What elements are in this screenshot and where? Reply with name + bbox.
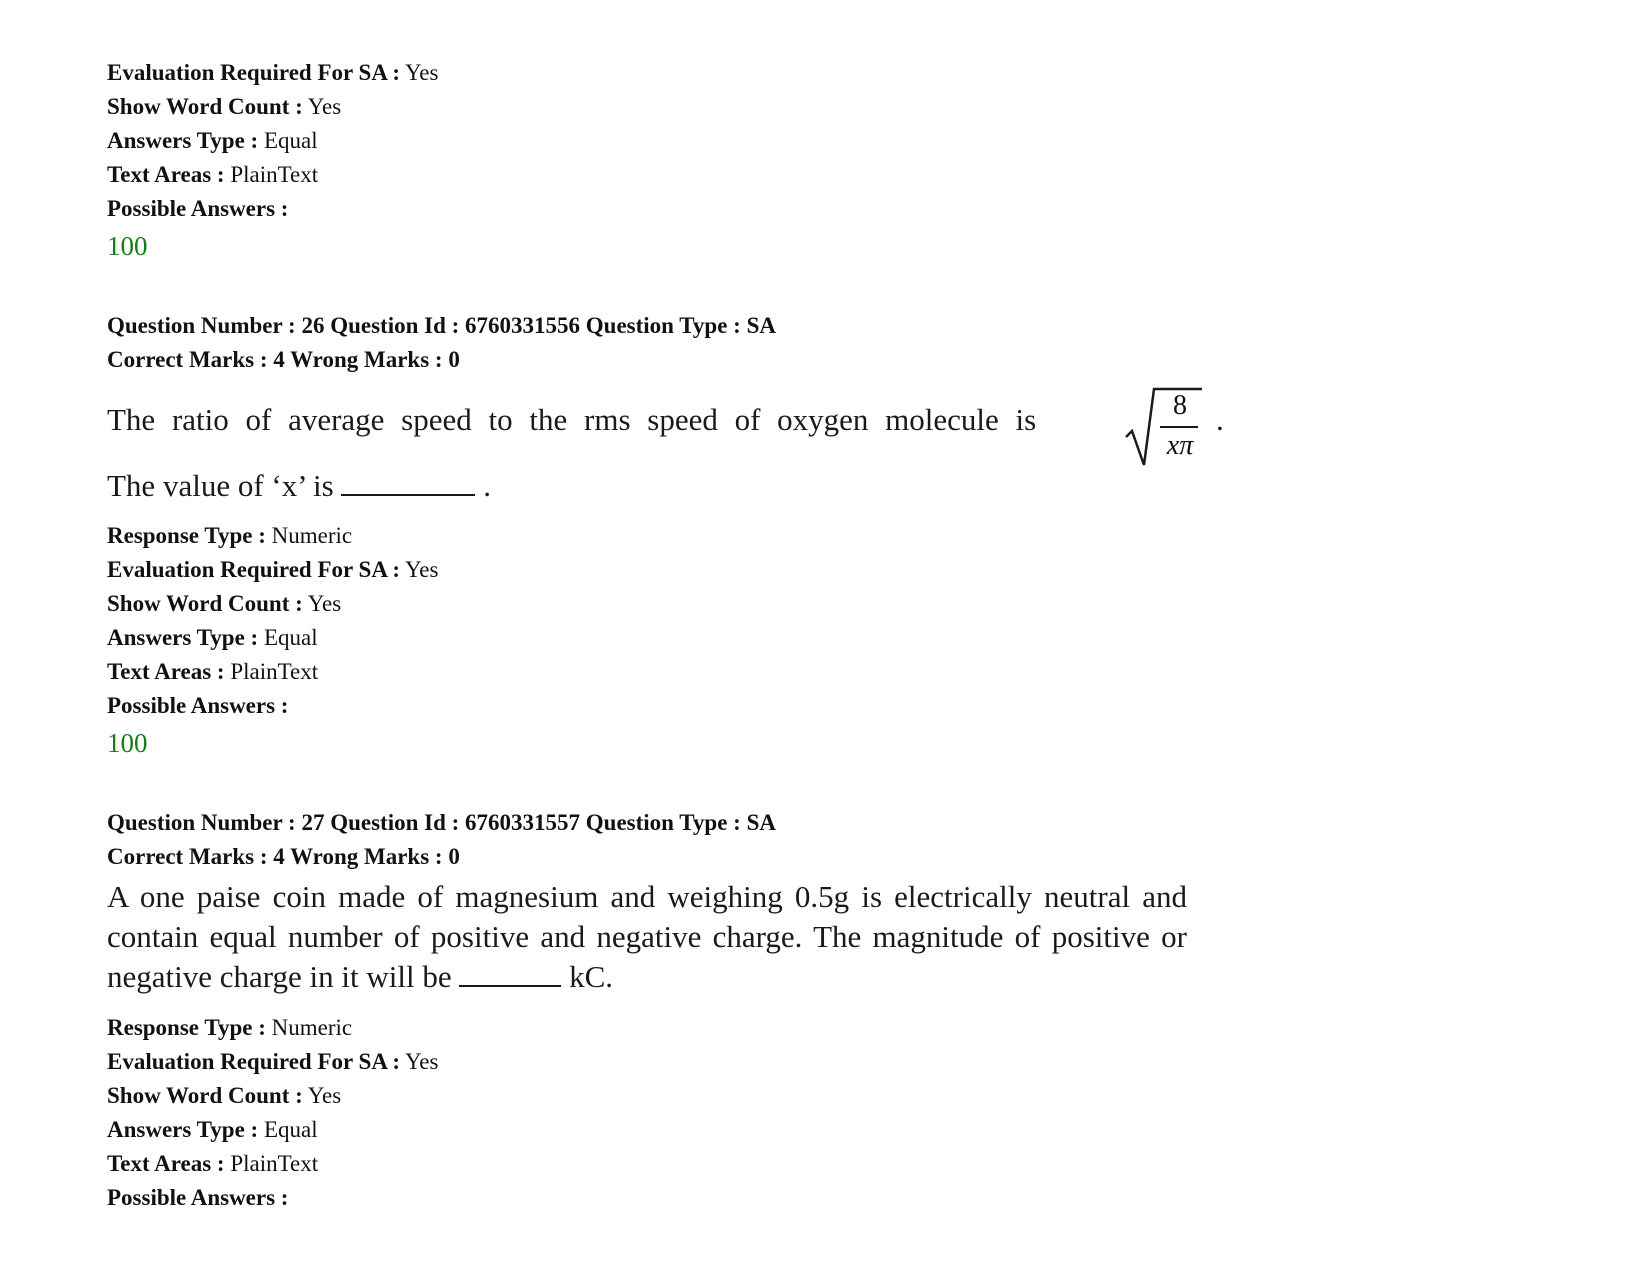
q26-question-line2 [107, 466, 491, 506]
field-label: Answers Type : [107, 128, 259, 153]
q26-header-text: Question Number : 26 Question Id : 6760331556 Question Type : SA [107, 313, 776, 338]
q26-line2-dot: . [483, 468, 491, 503]
field-value: Equal [263, 625, 318, 650]
field-value: Numeric [271, 1015, 353, 1040]
q27-marks [107, 842, 460, 872]
field-value: Yes [307, 591, 342, 616]
sqrt-denominator: xπ [1166, 430, 1194, 461]
q26-question-line1: The ratio of average speed to the rms speed of oxygen molecule is [107, 402, 1037, 437]
q27-possible-answers [107, 1183, 288, 1213]
field-label: Evaluation Required For SA : [107, 1049, 401, 1074]
q26-marks-text: Correct Marks : 4 Wrong Marks : 0 [107, 347, 460, 372]
q26-possible-answers [107, 691, 288, 721]
q26-eval-required [107, 555, 438, 585]
field-label: Possible Answers : [107, 196, 289, 221]
field-label: Show Word Count : [107, 1083, 303, 1108]
sqrt-fraction [1124, 385, 1204, 471]
field-label: Text Areas : [107, 1151, 225, 1176]
field-value: Yes [405, 60, 439, 85]
field-value: Yes [405, 1049, 439, 1074]
q27-answers-type [107, 1115, 318, 1145]
sqrt-numerator: 8 [1173, 390, 1187, 421]
q27-question-text [107, 877, 1187, 997]
field-label: Text Areas : [107, 162, 225, 187]
field-label: Response Type : [107, 1015, 266, 1040]
q27-header-text: Question Number : 27 Question Id : 6760331557 Question Type : SA [107, 810, 776, 835]
field-value: Yes [307, 1083, 342, 1108]
field-value: PlainText [230, 1151, 319, 1176]
prev-text-areas [107, 160, 318, 190]
q26-response-type [107, 521, 352, 551]
q26-end-dot: . [1216, 402, 1224, 437]
field-label: Show Word Count : [107, 94, 303, 119]
field-label: Answers Type : [107, 1117, 259, 1142]
field-label: Possible Answers : [107, 1185, 289, 1210]
field-value: Equal [263, 1117, 318, 1142]
q27-unit: kC. [569, 959, 614, 994]
q26-header [107, 311, 776, 341]
prev-possible-answers [107, 194, 288, 224]
prev-answers-type [107, 126, 318, 156]
field-label: Evaluation Required For SA : [107, 60, 401, 85]
q27-response-type [107, 1013, 352, 1043]
q27-text: A one paise coin made of magnesium and weighing 0.5g is electrically neutral and contain equal number of positive and negative charge. The magnitude of positive or negative charge in it will be [107, 879, 1187, 994]
field-value: PlainText [230, 659, 319, 684]
answer-blank [459, 959, 561, 987]
field-label: Answers Type : [107, 625, 259, 650]
field-value: PlainText [230, 162, 319, 187]
q27-marks-text: Correct Marks : 4 Wrong Marks : 0 [107, 844, 460, 869]
q27-header [107, 808, 776, 838]
field-label: Show Word Count : [107, 591, 303, 616]
field-label: Possible Answers : [107, 693, 289, 718]
q27-text-areas [107, 1149, 318, 1179]
prev-eval-required [107, 58, 438, 88]
field-label: Evaluation Required For SA : [107, 557, 401, 582]
q26-text-areas [107, 657, 318, 687]
q26-answers-type [107, 623, 318, 653]
prev-show-word-count [107, 92, 341, 122]
field-value: Numeric [271, 523, 353, 548]
answer-blank [341, 468, 475, 496]
field-value: Yes [307, 94, 342, 119]
q27-eval-required [107, 1047, 438, 1077]
field-value: Equal [263, 128, 318, 153]
field-value: Yes [405, 557, 439, 582]
q26-answer-value: 100 [107, 728, 148, 758]
q26-line2-text: The value of ‘x’ is [107, 468, 334, 503]
field-label: Response Type : [107, 523, 266, 548]
q26-marks [107, 345, 460, 375]
prev-answer-value: 100 [107, 231, 148, 261]
q26-show-word-count [107, 589, 341, 619]
field-label: Text Areas : [107, 659, 225, 684]
q27-show-word-count [107, 1081, 341, 1111]
